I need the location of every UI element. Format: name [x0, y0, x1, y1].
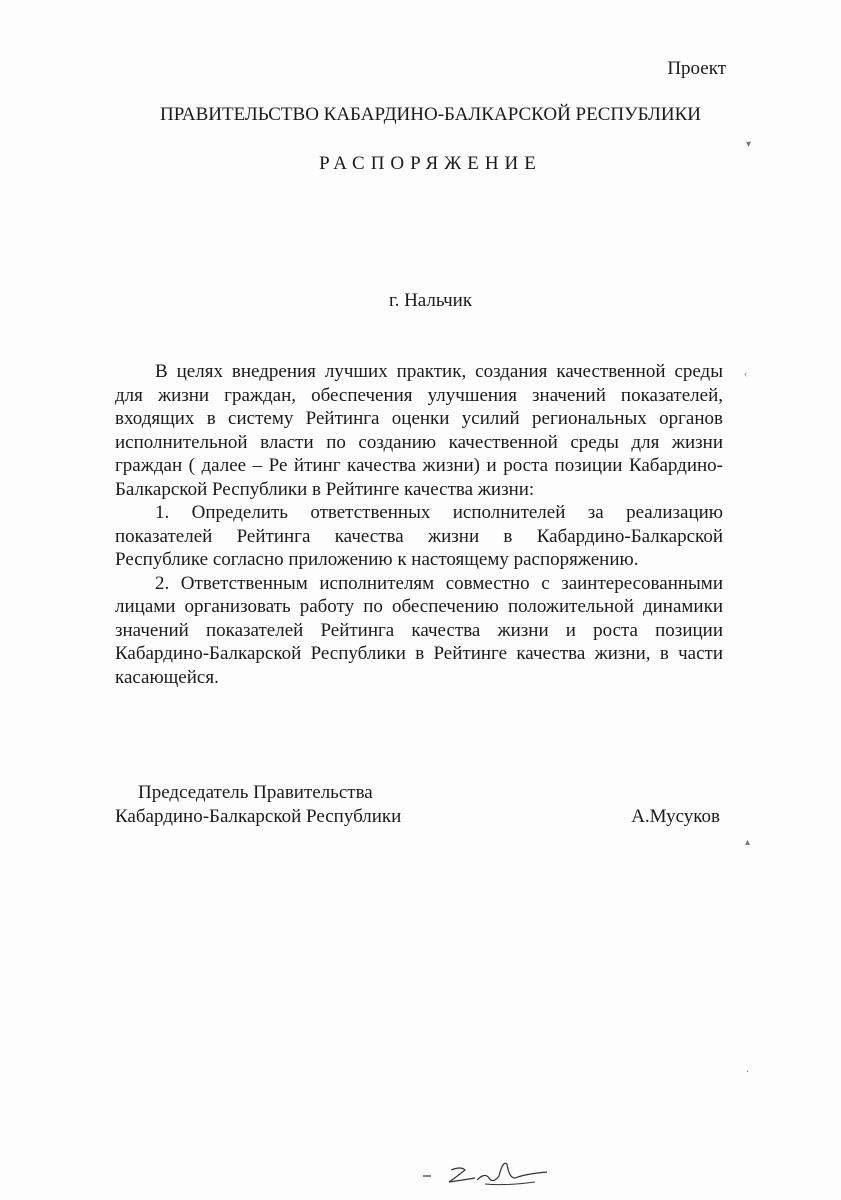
- clause-2-paragraph: 2. Ответственным исполнителям совместно с заинтересованными лицами организовать работу по обеспечению положительной динамики значений показателей Рейтинга качества жизни и роста позиции Кабардино-Балкарской Республики в Рейтинге качества жизни, в части касающейся.: [115, 572, 723, 688]
- signatory-title-line-2: Кабардино-Балкарской Республики: [115, 806, 402, 827]
- margin-mark-icon: ▾: [746, 139, 752, 150]
- government-title: ПРАВИТЕЛЬСТВО КАБАРДИНО-БАЛКАРСКОЙ РЕСПУБЛИКИ: [159, 104, 702, 125]
- preamble-paragraph: В целях внедрения лучших практик, создания качественной среды для жизни граждан, обеспечения улучшения значений показателей, входящих в систему Рейтинга оценки усилий региональных органов исполнительной власти по созданию качественной среды для жизни граждан ( далее – Ре йтинг качества жизни) и роста позиции Кабардино-Балкарской Республики в Рейтинге качества жизни:: [115, 361, 723, 500]
- clause-1-paragraph: 1. Определить ответственных исполнителей за реализацию показателей Рейтинга качества жизни в Кабардино-Балкарской Республике согласно приложению к настоящему распоряжению.: [115, 502, 723, 570]
- city-line: г. Нальчик: [388, 290, 473, 311]
- signatory-title-line-1: Председатель Правительства: [138, 782, 373, 803]
- signatory-name: А.Мусуков: [631, 806, 720, 827]
- handwritten-mark-icon: [415, 1152, 555, 1192]
- document-body: [115, 360, 723, 689]
- document-type-heading: РАСПОРЯЖЕНИЕ: [319, 153, 542, 174]
- margin-mark-icon: ‹: [744, 369, 748, 380]
- margin-mark-icon: ·: [746, 1067, 750, 1078]
- margin-mark-icon: ▴: [745, 837, 751, 848]
- document-status-label: Проект: [667, 58, 726, 79]
